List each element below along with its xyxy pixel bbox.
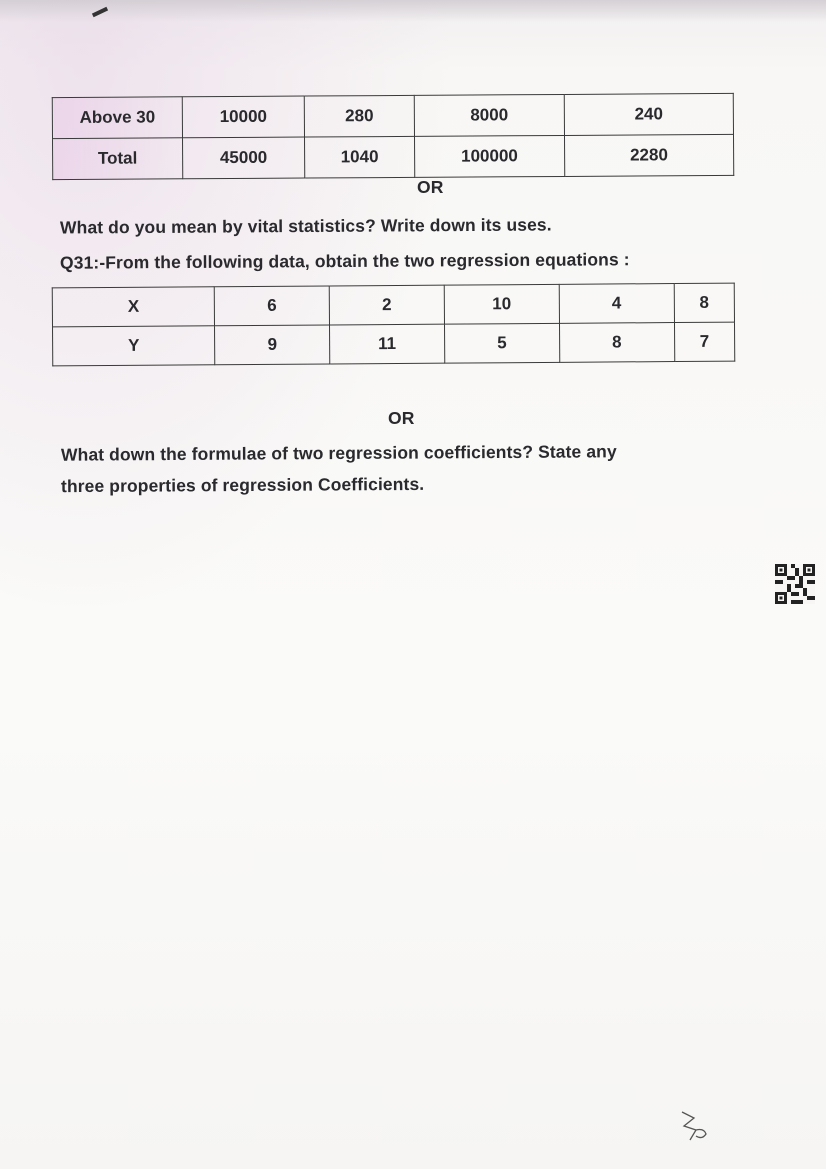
qr-code-icon — [775, 564, 815, 604]
table-cell: 11 — [330, 324, 445, 364]
table-cell: 7 — [674, 322, 735, 361]
table-row — [52, 93, 733, 138]
table-cell: 4 — [559, 284, 674, 324]
table-cell: Y — [53, 326, 216, 366]
or-separator: OR — [388, 408, 415, 428]
table-cell: 2 — [329, 285, 444, 325]
question-31-text: Q31:-From the following data, obtain the two regression equations : — [59, 249, 630, 273]
question-text-line: What down the formulae of two regression coefficients? State any — [60, 441, 617, 465]
table-cell: Above 30 — [52, 97, 182, 139]
table-row — [53, 134, 734, 179]
table-cell: 8 — [559, 323, 674, 363]
scan-edge-shadow — [0, 0, 826, 22]
regression-data-table — [52, 283, 736, 367]
table-cell: 100000 — [414, 135, 564, 177]
table-cell: 9 — [215, 325, 330, 365]
age-group-data-table — [52, 93, 734, 180]
table-cell: 45000 — [182, 137, 304, 179]
table-cell: Total — [53, 138, 183, 180]
or-separator: OR — [417, 177, 444, 197]
table-cell: 240 — [564, 93, 734, 135]
table-cell: X — [52, 287, 215, 327]
table-cell: 10000 — [182, 96, 304, 138]
table-cell: 1040 — [304, 136, 414, 178]
table-cell: 10 — [444, 284, 559, 324]
table-cell: 5 — [444, 323, 559, 363]
handwritten-signature — [676, 1104, 712, 1144]
table-cell: 8000 — [414, 94, 564, 136]
table-cell: 2280 — [564, 134, 734, 176]
table-cell: 8 — [674, 283, 735, 322]
question-text-line: three properties of regression Coefficients. — [60, 473, 425, 497]
table-cell: 6 — [214, 286, 329, 326]
table-row — [53, 322, 735, 366]
table-row — [52, 283, 734, 327]
question-text: What do you mean by vital statistics? Write down its uses. — [59, 214, 552, 238]
table-cell: 280 — [304, 95, 414, 137]
